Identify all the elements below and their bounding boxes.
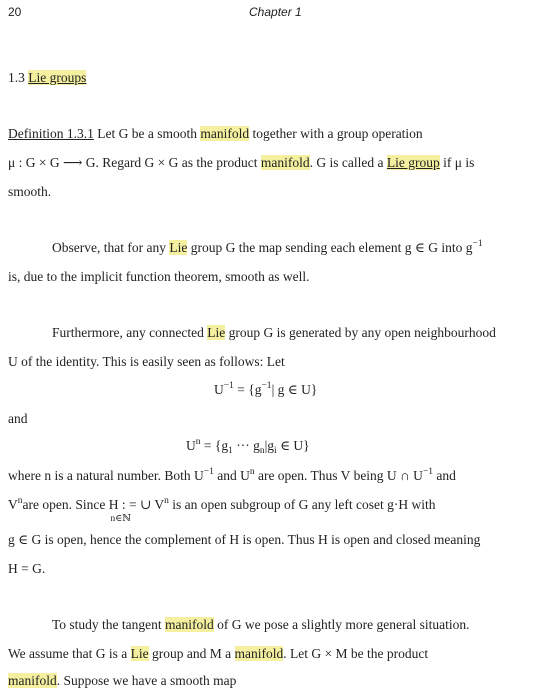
text: if μ is — [439, 155, 475, 170]
text: Let G be a smooth — [93, 126, 201, 141]
union-index: n∈ℕ — [110, 514, 131, 524]
text: = {g — [233, 382, 262, 397]
subscript: 1 — [228, 446, 233, 456]
para2-line-5: g ∈ G is open, hence the complement of H is open. Thus H is open and closed meaning — [8, 532, 481, 547]
definition-line-2 — [8, 155, 474, 171]
highlight-manifold: manifold — [260, 155, 310, 170]
para2-line-4 — [8, 496, 436, 524]
para3-line-2 — [8, 646, 428, 662]
superscript: n — [249, 467, 255, 477]
superscript: −1 — [203, 467, 214, 477]
superscript: n — [17, 496, 23, 506]
para2-line-1 — [52, 325, 496, 341]
text: Observe, that for any — [52, 240, 170, 255]
chapter-title: Chapter 1 — [249, 5, 302, 19]
superscript: n — [164, 496, 169, 506]
superscript: −1 — [472, 239, 483, 249]
text: . Suppose we have a smooth map — [56, 673, 237, 688]
para3-line-1 — [52, 617, 470, 633]
definition-label: Definition 1.3.1 — [8, 126, 94, 141]
text: | g ∈ U} — [271, 382, 318, 397]
highlight-lie: Lie — [130, 646, 149, 661]
text: where n is a natural number. Both U — [8, 468, 204, 483]
text: |g — [264, 438, 275, 453]
equation-inverse — [214, 382, 317, 398]
text: and U — [213, 468, 250, 483]
text: = {g — [200, 438, 229, 453]
highlight-manifold: manifold — [165, 617, 214, 632]
superscript: −1 — [422, 467, 434, 477]
highlight-manifold: manifold — [200, 126, 250, 141]
subscript: i — [274, 446, 277, 456]
definition-line-3: smooth. — [8, 184, 52, 199]
para3-line-3 — [8, 673, 236, 689]
para1-line-1 — [52, 240, 483, 256]
subscript: n — [259, 446, 265, 456]
page-number: 20 — [8, 5, 22, 19]
text: and — [433, 468, 456, 483]
text: ∈ U} — [276, 438, 310, 453]
definition-line-1 — [8, 126, 423, 142]
superscript: n — [195, 437, 201, 447]
para2-line-3 — [8, 468, 456, 484]
text: together with a group operation — [249, 126, 423, 141]
superscript: −1 — [223, 381, 234, 391]
text: We assume that G is a — [8, 646, 131, 661]
text: To study the tangent — [52, 617, 166, 632]
highlight-lie: Lie — [169, 240, 188, 255]
highlight-lie: Lie — [207, 325, 226, 340]
text: are open. Since H : = ∪ V — [22, 497, 165, 512]
text: Furthermore, any connected — [52, 325, 208, 340]
and-word: and — [8, 411, 28, 426]
text: group G is generated by any open neighbourhood — [225, 325, 496, 340]
text: group G the map sending each element g ∈ G into g — [187, 240, 473, 255]
text: . G is called a — [309, 155, 387, 170]
section-title: Lie groups — [28, 70, 87, 85]
highlight-lie-group: Lie group — [386, 155, 440, 170]
highlight-manifold: manifold — [234, 646, 284, 661]
para2-line-2: U of the identity. This is easily seen as follows: Let — [8, 354, 285, 369]
superscript: −1 — [261, 381, 272, 391]
highlight-manifold: manifold — [8, 673, 57, 688]
section-heading — [8, 70, 86, 86]
text: ··· g — [232, 438, 260, 453]
text: μ : G × G ⟶ G. Regard G × G as the product — [8, 155, 261, 170]
text: is an open subgroup of G any left coset g·H with — [168, 497, 436, 512]
text: of G we pose a slightly more general situation. — [213, 617, 470, 632]
text: group and M a — [148, 646, 235, 661]
text: . Let G × M be the product — [283, 646, 429, 661]
text: V — [8, 497, 18, 512]
section-number: 1.3 — [8, 70, 25, 85]
text: are open. Thus V being U ∩ U — [254, 468, 423, 483]
para2-line-6: H = G. — [8, 561, 46, 576]
para1-line-2: is, due to the implicit function theorem, smooth as well. — [8, 269, 310, 284]
text: U — [214, 382, 224, 397]
text: U — [186, 438, 196, 453]
union-expression — [22, 497, 165, 524]
equation-power — [186, 438, 310, 454]
